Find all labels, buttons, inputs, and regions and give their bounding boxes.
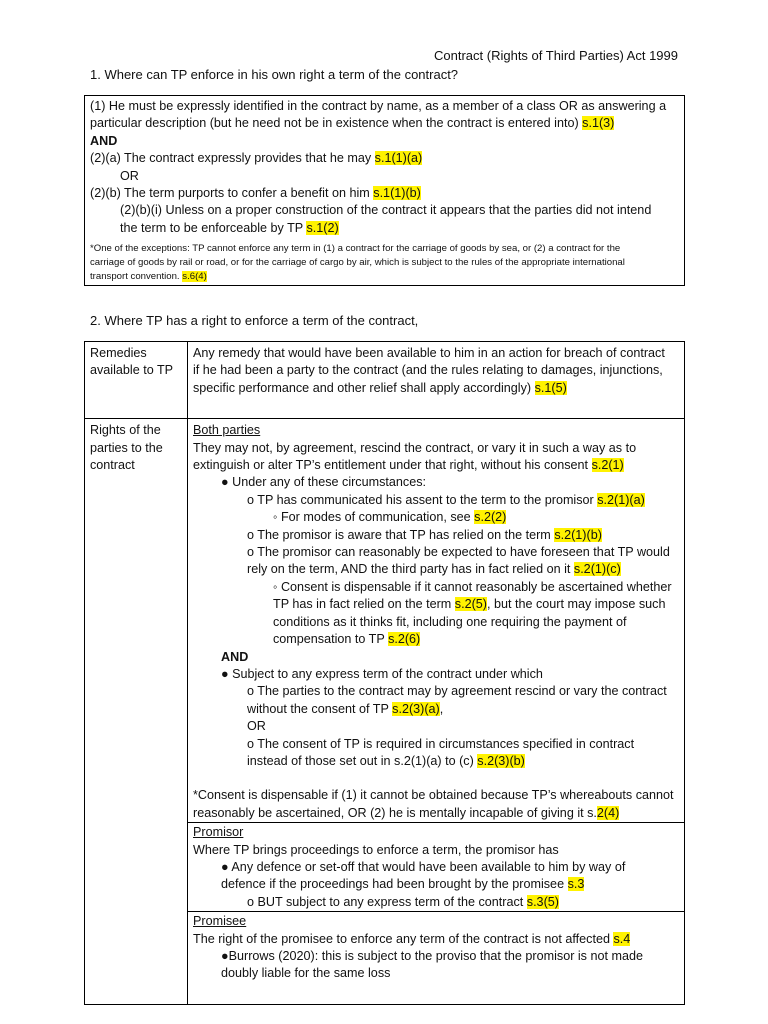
remedies-content: [188, 342, 685, 419]
condition-2b: (2)(b) The term purports to confer a benefit on him s.1(1)(b): [90, 186, 421, 201]
statute-ref: s.2(3)(b): [477, 753, 525, 768]
label-line: Rights of the: [90, 423, 161, 438]
section-2-table: [84, 341, 685, 1005]
statute-ref: s.6(4): [182, 271, 207, 283]
label-line: available to TP: [90, 363, 174, 378]
bullet-line: ● Subject to any express term of the contract under which: [221, 666, 543, 681]
text-line: defence if the proceedings had been brought by the promisee s.3: [221, 877, 585, 892]
bullet-line: o TP has communicated his assent to the term to the promisor s.2(1)(a): [247, 492, 645, 507]
rights-content: [188, 419, 685, 1005]
text-line: TP has in fact relied on the term s.2(5), but the court may impose such: [273, 597, 666, 612]
condition-1-line-2: particular description (but he need not be in existence when the contract is entered into) s.1(3): [90, 116, 615, 131]
exception-note: [90, 242, 679, 284]
statute-ref: s.3(5): [526, 894, 559, 909]
text-line: They may not, by agreement, rescind the contract, or vary it in such a way as to: [193, 440, 637, 455]
statute-ref: s.1(1)(a): [374, 151, 423, 166]
text-line: rely on the term, AND the third party has in fact relied on it s.2(1)(c): [247, 562, 621, 577]
text-line: without the consent of TP s.2(3)(a),: [247, 701, 444, 716]
or-connector: OR: [247, 719, 266, 734]
consent-note-line-1: *Consent is dispensable if (1) it cannot be obtained because TP’s whereabouts cannot: [193, 788, 674, 803]
text-line: if he had been a party to the contract (and the rules relating to damages, injunctions,: [193, 363, 663, 378]
row-label-remedies: [85, 342, 188, 419]
bullet-line: o The promisor is aware that TP has relied on the term s.2(1)(b): [247, 527, 602, 542]
label-line: parties to the: [90, 440, 163, 455]
bullet-line: o The parties to the contract may by agreement rescind or vary the contract: [247, 684, 667, 699]
statute-ref: s.1(1)(b): [373, 186, 421, 201]
text-line: specific performance and other relief shall apply accordingly) s.1(5): [193, 380, 567, 395]
statute-ref: s.2(1): [591, 458, 624, 473]
statute-ref: s.2(5): [454, 597, 487, 612]
statute-ref: s.2(6): [388, 632, 421, 647]
question-1: 1. Where can TP enforce in his own right a term of the contract?: [90, 67, 459, 82]
text-line: Where TP brings proceedings to enforce a term, the promisor has: [193, 842, 559, 857]
statute-ref: s.2(2): [474, 510, 507, 525]
text-line: extinguish or alter TP’s entitlement under that right, without his consent s.2(1): [193, 458, 624, 473]
statute-ref: s.4: [613, 931, 631, 946]
bullet-line: ●Burrows (2020): this is subject to the proviso that the promisor is not made: [221, 949, 643, 963]
promisor-section: [187, 822, 685, 911]
statute-ref: s.3: [567, 877, 585, 892]
statute-ref: s.1(2): [306, 220, 339, 235]
consent-note-line-2: reasonably be ascertained, OR (2) he is mentally incapable of giving it s.2(4): [193, 805, 620, 820]
text-line: Any remedy that would have been available to him in an action for breach of contract: [193, 346, 665, 360]
note-line-2: carriage of goods by rail or road, or for the carriage of cargo by air, which is subject to the rules of the appropriate international: [90, 257, 625, 269]
note-line-3: transport convention. s.6(4): [90, 271, 207, 283]
promisee-section: [187, 911, 685, 1000]
row-label-rights: [85, 419, 188, 1005]
or-connector: OR: [120, 168, 139, 183]
statute-ref: s.1(3): [582, 116, 615, 131]
condition-2bi-line-1: (2)(b)(i) Unless on a proper construction of the contract it appears that the parties did not intend: [120, 203, 652, 218]
promisor-heading: Promisor: [193, 825, 244, 840]
bullet-line: ◦ Consent is dispensable if it cannot reasonably be ascertained whether: [273, 579, 672, 594]
text-line: instead of those set out in s.2(1)(a) to (c) s.2(3)(b): [247, 753, 525, 768]
condition-2a: (2)(a) The contract expressly provides that he may s.1(1)(a): [90, 151, 423, 166]
label-line: Remedies: [90, 346, 147, 360]
text-line: The right of the promisee to enforce any term of the contract is not affected s.4: [193, 931, 631, 946]
text-line: compensation to TP s.2(6): [273, 632, 421, 647]
document-title: Contract (Rights of Third Parties) Act 1999: [434, 48, 678, 63]
both-parties-heading: Both parties: [193, 423, 261, 438]
table-row-rights: [85, 419, 685, 1005]
bullet-line: o BUT subject to any express term of the contract s.3(5): [247, 894, 559, 909]
statute-ref: s.1(5): [534, 380, 567, 395]
statute-ref: 2(4): [596, 805, 620, 820]
section-1-box: [84, 95, 685, 286]
statute-ref: s.2(1)(b): [554, 527, 602, 542]
promisee-heading: Promisee: [193, 914, 247, 929]
label-line: contract: [90, 458, 135, 473]
statute-ref: s.2(3)(a): [392, 701, 440, 716]
and-connector: AND: [90, 133, 118, 148]
note-line-1: *One of the exceptions: TP cannot enforce any term in (1) a contract for the carriage of goods by sea, or (2) a contract for the: [90, 243, 621, 255]
condition-2bi-line-2: the term to be enforceable by TP s.1(2): [120, 220, 339, 235]
bullet-line: ● Under any of these circumstances:: [221, 475, 426, 490]
bullet-line: ● Any defence or set-off that would have been available to him by way of: [221, 859, 626, 874]
bullet-line: o The promisor can reasonably be expected to have foreseen that TP would: [247, 545, 670, 560]
and-connector: AND: [221, 649, 249, 664]
bullet-line: ◦ For modes of communication, see s.2(2): [273, 510, 507, 525]
question-2: 2. Where TP has a right to enforce a term of the contract,: [90, 313, 419, 328]
text-line: doubly liable for the same loss: [221, 966, 391, 981]
condition-1-line-1: (1) He must be expressly identified in the contract by name, as a member of a class OR as answering a: [90, 99, 667, 113]
table-row-remedies: [85, 342, 685, 419]
statute-ref: s.2(1)(a): [597, 492, 645, 507]
statute-ref: s.2(1)(c): [573, 562, 621, 577]
bullet-line: o The consent of TP is required in circumstances specified in contract: [247, 736, 635, 751]
text-line: conditions as it thinks fit, including one requiring the payment of: [273, 614, 627, 629]
